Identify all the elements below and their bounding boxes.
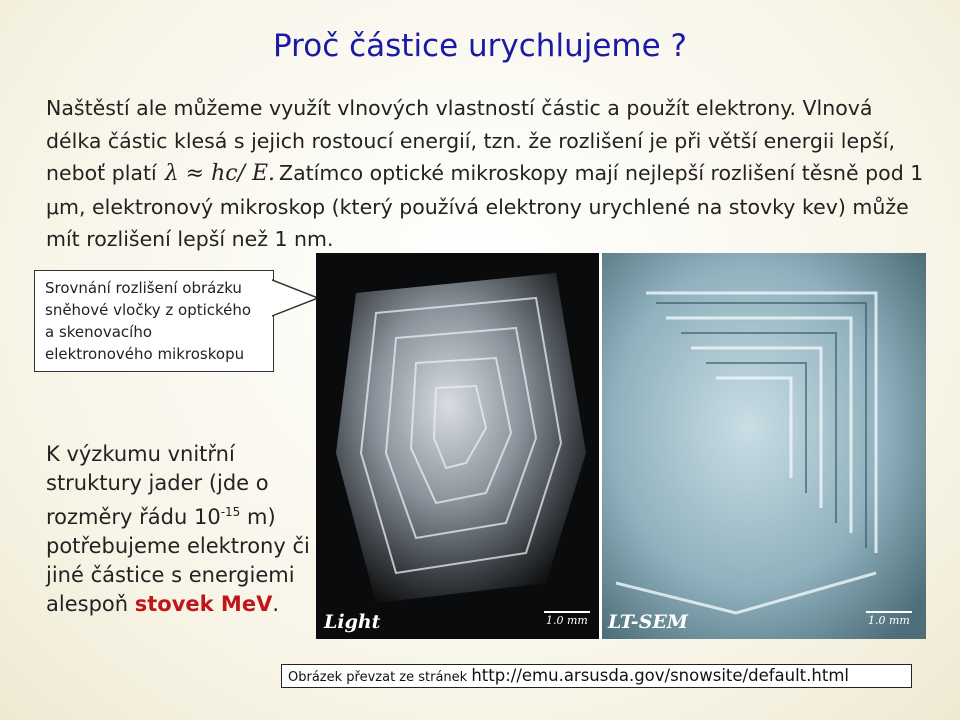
right-scale-bar xyxy=(866,611,912,613)
research-text-2: m) potřebujeme elektrony či jiné částice s energiemi alespoň xyxy=(46,505,310,616)
snowflake-image-graphic xyxy=(316,253,926,639)
callout-pointer xyxy=(272,270,320,330)
research-text-3: . xyxy=(272,592,280,616)
credit-url[interactable]: http://emu.arsusda.gov/snowsite/default.html xyxy=(471,666,849,685)
credit-prefix: Obrázek převzat ze stránek xyxy=(288,670,472,685)
wavelength-formula: λ ≈ hc/ E. xyxy=(164,161,276,186)
callout-text: Srovnání rozlišení obrázku sněhové vločky z optického a skenovacího elektronového mikroskopu xyxy=(45,279,252,363)
energy-highlight: stovek MeV xyxy=(134,592,273,616)
light-label: Light xyxy=(324,611,381,633)
right-scale-label: 1.0 mm xyxy=(868,614,910,627)
intro-paragraph xyxy=(46,92,926,256)
left-scale-bar xyxy=(544,611,590,613)
slide-title: Proč částice urychlujeme ? xyxy=(273,28,687,64)
comparison-callout xyxy=(34,270,274,372)
research-paragraph xyxy=(46,440,316,619)
sem-label: LT-SEM xyxy=(608,611,688,633)
left-scale-label: 1.0 mm xyxy=(546,614,588,627)
intro-text-1: Naštěstí ale můžeme využít vlnových vlastností částic a použít elektrony. Vlnová délka částic klesá s jejich rostoucí energií, tzn. že rozlišení je při větší energii lepší, neboť platí xyxy=(46,96,895,185)
snowflake-comparison-image xyxy=(316,253,926,639)
intro-text-2: Zatímco optické mikroskopy mají nejlepší rozlišení těsně pod 1 μm, elektronový mikroskop (který používá elektrony urychlené na stovky kev) může mít rozlišení lepší než 1 nm. xyxy=(46,161,924,251)
research-text-1: K výzkumu vnitřní struktury jader (jde o rozměry řádu 10 xyxy=(46,442,269,529)
exponent: -15 xyxy=(220,505,241,519)
image-credit xyxy=(281,664,912,688)
